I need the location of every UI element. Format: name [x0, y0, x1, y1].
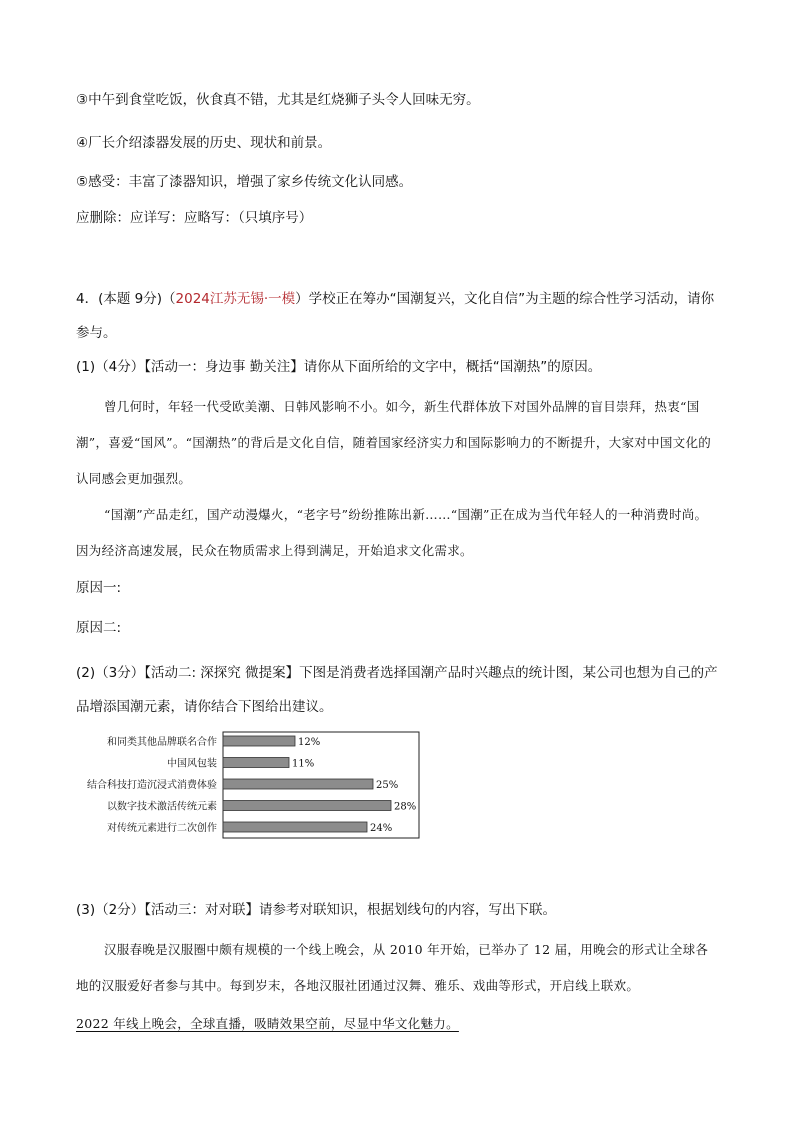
bar-chart: [80, 730, 440, 842]
passage-1-para-1: 曾几何时，年轻一代受欧美潮、日韩风影响不小。如今，新生代群体放下对国外品牌的盲目崇拜，热衷“国潮”，喜爱“国风”。“国潮热”的背后是文化自信，随着国家经济实力和国际影响力的不断提升，大家对中国文化的认同感会更加强烈。: [76, 399, 712, 486]
question-source: 2024江苏无锡·一模: [175, 291, 296, 307]
reason-1: 原因一:: [76, 580, 122, 596]
question-4-prefix: 4．(本题 9分)（: [76, 291, 176, 307]
reason-2: 原因二:: [76, 620, 122, 636]
passage-1: [76, 389, 718, 569]
chart-category-label: 结合科技打造沉浸式消费体验: [87, 780, 217, 791]
sub2-prompt: (2)（3分）【活动二: 深探究 微提案】下图是消费者选择国潮产品时兴趣点的统计图，某公司也想为自己的产品增添国潮元素，请你结合下图给出建议。: [76, 665, 718, 715]
item-4: ④厂长介绍漆器发展的历史、现状和前景。: [76, 135, 332, 151]
chart-value-label: 24%: [370, 823, 393, 834]
chart-bar: [223, 736, 295, 746]
question-4: [76, 282, 718, 350]
answer-line: 应删除：应详写：应略写：（只填序号）: [76, 210, 313, 226]
chart-category-label: 中国风包装: [167, 758, 217, 770]
chart-value-label: 11%: [292, 758, 315, 770]
passage-3-para: 汉服春晚是汉服圈中颇有规模的一个线上晚会，从 2010 年开始，已举办了 12 届，用晚会的形式让全球各地的汉服爱好者参与其中。每到岁末，各地汉服社团通过汉舞、雅乐、戏曲等形式，开启线上联欢。: [76, 942, 709, 993]
chart-value-label: 25%: [376, 780, 399, 791]
chart-bar: [223, 822, 367, 832]
chart-category-label: 和同类其他品牌联名合作: [107, 737, 217, 748]
chart-bar: [223, 779, 373, 789]
chart-bar: [223, 801, 391, 811]
passage-3: [76, 932, 718, 1004]
chart-bar: [223, 758, 289, 768]
underlined-sentence: 2022 年线上晚会，全球直播，吸睛效果空前，尽显中华文化魅力。: [76, 1016, 459, 1031]
chart-category-label: 对传统元素进行二次创作: [107, 823, 217, 834]
item-5: ⑤感受：丰富了漆器知识，增强了家乡传统文化认同感。: [76, 174, 413, 190]
sub3-prompt: (3)（2分）【活动三：对对联】请参考对联知识，根据划线句的内容，写出下联。: [76, 902, 556, 918]
chart-value-label: 12%: [298, 737, 321, 748]
chart-category-label: 以数字技术激活传统元素: [107, 801, 217, 813]
chart-value-label: 28%: [394, 801, 417, 813]
question-4-stem: ）学校正在筹办“国潮复兴，文化自信”为主题的综合性学习活动，请你参与。: [76, 291, 715, 341]
passage-1-para-2: “国潮”产品走红，国产动漫爆火，“老字号”纷纷推陈出新……“国潮”正在成为当代年轻人的一种消费时尚。因为经济高速发展，民众在物质需求上得到满足，开始追求文化需求。: [76, 507, 708, 558]
sub1-prompt: (1)（4分）【活动一：身边事 勤关注】请你从下面所给的文字中，概括“国潮热”的原因。: [76, 359, 602, 375]
item-3: ③中午到食堂吃饭，伙食真不错，尤其是红烧狮子头令人回味无穷。: [76, 92, 480, 108]
